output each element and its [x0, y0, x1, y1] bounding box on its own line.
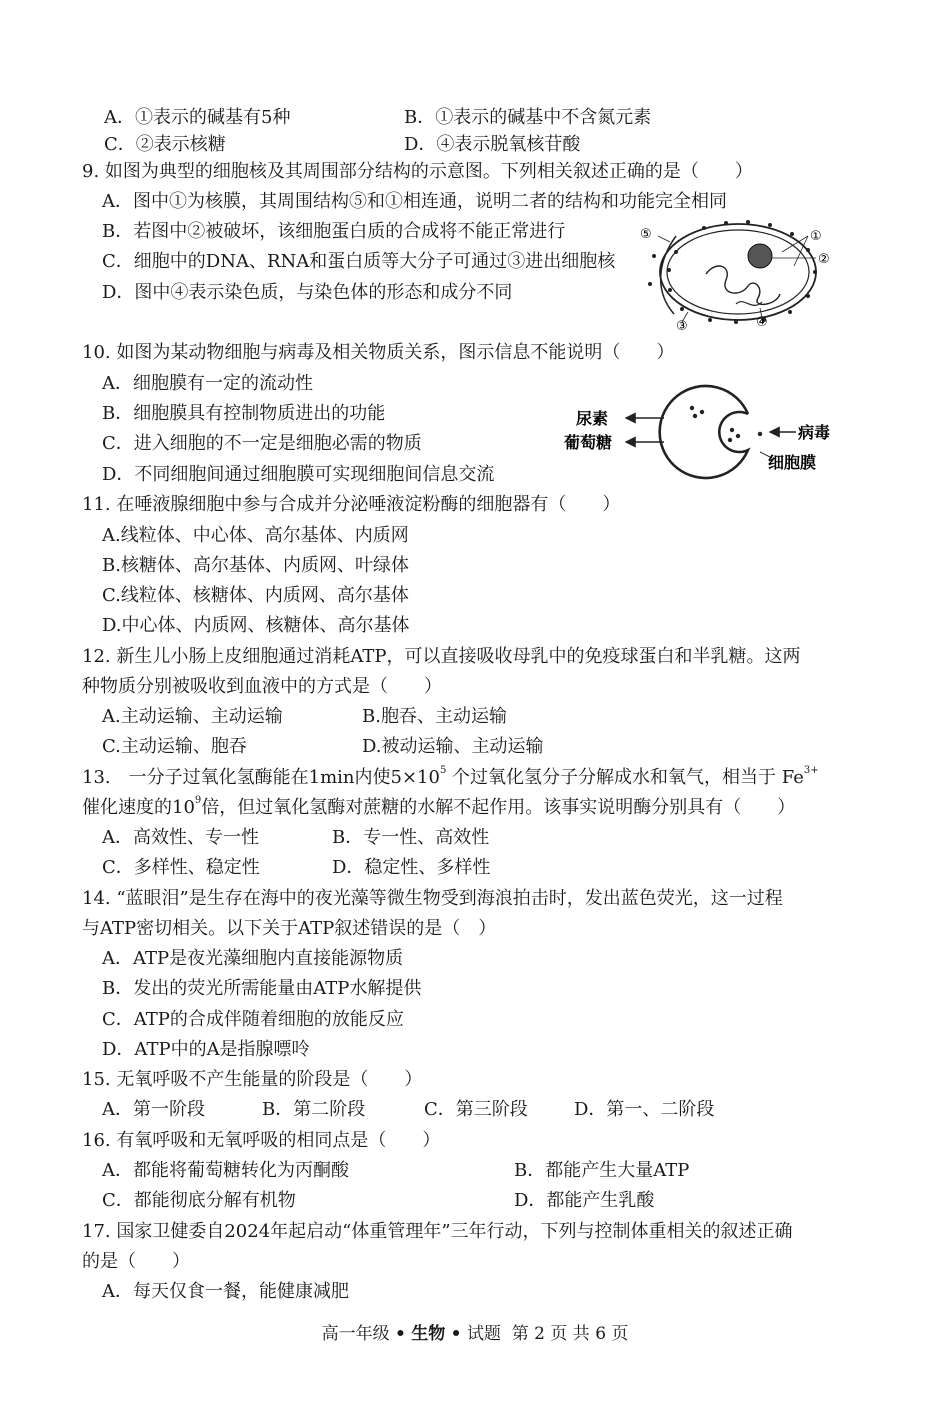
q11-stem: 11. 在唾液腺细胞中参与合成并分泌唾液淀粉酶的细胞器有（ ）: [82, 494, 621, 515]
q10-option-d: D．不同细胞间通过细胞膜可实现细胞间信息交流: [102, 464, 495, 485]
q16-option-c: C．都能彻底分解有机物: [102, 1190, 296, 1211]
q13-option-d: D．稳定性、多样性: [332, 857, 491, 878]
endoplasmic-reticulum: [661, 236, 676, 314]
q17-option-a: A．每天仅食一餐，能健康减肥: [102, 1281, 349, 1302]
q15-option-d: D．第一、二阶段: [574, 1099, 715, 1120]
q11-option-c: C.线粒体、核糖体、内质网、高尔基体: [102, 585, 409, 606]
cell-membrane-outline: [660, 386, 748, 478]
q10-stem: 10. 如图为某动物细胞与病毒及相关物质关系，图示信息不能说明（ ）: [82, 342, 675, 363]
q13-fe-charge: 3+: [803, 765, 819, 776]
q14-option-d: D．ATP中的A是指腺嘌呤: [102, 1039, 310, 1060]
q9-stem: 9. 如图为典型的细胞核及其周围部分结构的示意图。下列相关叙述正确的是（ ）: [82, 161, 753, 182]
q8-option-a: A．①表示的碱基有5种: [104, 107, 291, 128]
q13-text-3: 催化速度的10: [82, 797, 195, 818]
q13-exponent-9: 9: [194, 795, 202, 806]
q12-option-a: A.主动运输、主动运输: [102, 706, 283, 727]
q9-option-a: A．图中①为核膜，其周围结构⑤和①相连通，说明二者的结构和功能完全相同: [102, 191, 727, 212]
chromatin: [706, 266, 780, 304]
label-2: ②: [818, 252, 830, 267]
q12-option-c: C.主动运输、胞吞: [102, 736, 247, 757]
q14-option-c: C．ATP的合成伴随着细胞的放能反应: [102, 1009, 404, 1030]
label-glucose: 葡萄糖: [564, 433, 613, 452]
q9-option-d: D．图中④表示染色质，与染色体的形态和成分不同: [102, 282, 513, 303]
q11-option-b: B.核糖体、高尔基体、内质网、叶绿体: [102, 555, 409, 576]
inner-particles: [690, 406, 762, 442]
label-1: ①: [810, 229, 822, 244]
q15-option-b: B．第二阶段: [262, 1099, 366, 1120]
label-urea: 尿素: [576, 409, 609, 428]
q11-option-d: D.中心体、内质网、核糖体、高尔基体: [102, 615, 410, 636]
nuclear-envelope-inner: [667, 230, 809, 314]
q10-option-a: A．细胞膜有一定的流动性: [102, 373, 313, 394]
q9-option-b: B．若图中②被破坏，该细胞蛋白质的合成将不能正常进行: [102, 221, 566, 242]
footer-subject: 生物: [411, 1324, 446, 1344]
label-5: ⑤: [640, 227, 652, 242]
page-footer: [0, 1322, 950, 1346]
q13-exponent-5: 5: [439, 765, 447, 776]
q10-option-c: C．进入细胞的不一定是细胞必需的物质: [102, 433, 422, 454]
q13-text-4: 倍，但过氧化氢酶对蔗糖的水解不起作用。该事实说明酶分别具有（ ）: [201, 797, 796, 818]
q13-text-2: 个过氧化氢分子分解成水和氧气，相当于 Fe: [446, 767, 804, 788]
q14-stem-line2: 与ATP密切相关。以下关于ATP叙述错误的是（ ）: [82, 918, 497, 939]
q16-option-b: B．都能产生大量ATP: [514, 1160, 690, 1181]
q8-option-d: D．④表示脱氧核苷酸: [404, 134, 581, 155]
nucleus-figure: [636, 216, 846, 336]
q13-text-1: 13. 一分子过氧化氢酶能在1min内使5×10: [82, 767, 440, 788]
q15-option-a: A．第一阶段: [102, 1099, 205, 1120]
q13-option-a: A．高效性、专一性: [102, 827, 259, 848]
q8-option-b: B．①表示的碱基中不含氮元素: [404, 107, 652, 128]
q14-option-b: B．发出的荧光所需能量由ATP水解提供: [102, 978, 422, 999]
q10-option-b: B．细胞膜具有控制物质进出的功能: [102, 403, 386, 424]
q16-option-d: D．都能产生乳酸: [514, 1190, 655, 1211]
q9-option-c: C．细胞中的DNA、RNA和蛋白质等大分子可通过③进出细胞核: [102, 251, 616, 272]
q13-option-c: C．多样性、稳定性: [102, 857, 260, 878]
footer-kind: 试题: [466, 1324, 501, 1344]
label-virus: 病毒: [798, 423, 831, 442]
label-4: ④: [756, 315, 768, 330]
q16-stem: 16. 有氧呼吸和无氧呼吸的相同点是（ ）: [82, 1130, 441, 1151]
nucleolus: [748, 244, 772, 268]
footer-page-number: 第 2 页 共 6 页: [511, 1324, 629, 1344]
q14-stem-line1: 14. “蓝眼泪”是生存在海中的夜光藻等微生物受到海浪拍击时，发出蓝色荧光，这一过程: [82, 888, 783, 909]
q12-stem-line2: 种物质分别被吸收到血液中的方式是（ ）: [82, 676, 442, 697]
footer-grade: 高一年级: [321, 1324, 390, 1344]
label-membrane: 细胞膜: [768, 453, 817, 472]
q15-option-c: C．第三阶段: [424, 1099, 528, 1120]
label-3: ③: [676, 319, 688, 334]
q15-stem: 15. 无氧呼吸不产生能量的阶段是（ ）: [82, 1069, 423, 1090]
q13-option-b: B．专一性、高效性: [332, 827, 490, 848]
q17-stem-line2: 的是（ ）: [82, 1251, 190, 1272]
q12-option-d: D.被动运输、主动运输: [362, 736, 544, 757]
nuclear-envelope-outer: [660, 224, 816, 320]
ribosome-dots: [648, 220, 817, 324]
q12-option-b: B.胞吞、主动运输: [362, 706, 507, 727]
cell-virus-figure: [564, 382, 844, 482]
footer-dot-1: •: [394, 1324, 406, 1344]
q13-stem-line1: [82, 766, 819, 790]
q8-option-c: C．②表示核糖: [104, 134, 226, 155]
q11-option-a: A.线粒体、中心体、高尔基体、内质网: [102, 525, 409, 546]
q14-option-a: A．ATP是夜光藻细胞内直接能源物质: [102, 948, 404, 969]
q16-option-a: A．都能将葡萄糖转化为丙酮酸: [102, 1160, 349, 1181]
q17-stem-line1: 17. 国家卫健委自2024年起启动“体重管理年”三年行动，下列与控制体重相关的叙述正确: [82, 1221, 793, 1242]
footer-dot-2: •: [450, 1324, 462, 1344]
q12-stem-line1: 12. 新生儿小肠上皮细胞通过消耗ATP，可以直接吸收母乳中的免疫球蛋白和半乳糖。这两: [82, 646, 801, 667]
q13-stem-line2: [82, 796, 795, 820]
